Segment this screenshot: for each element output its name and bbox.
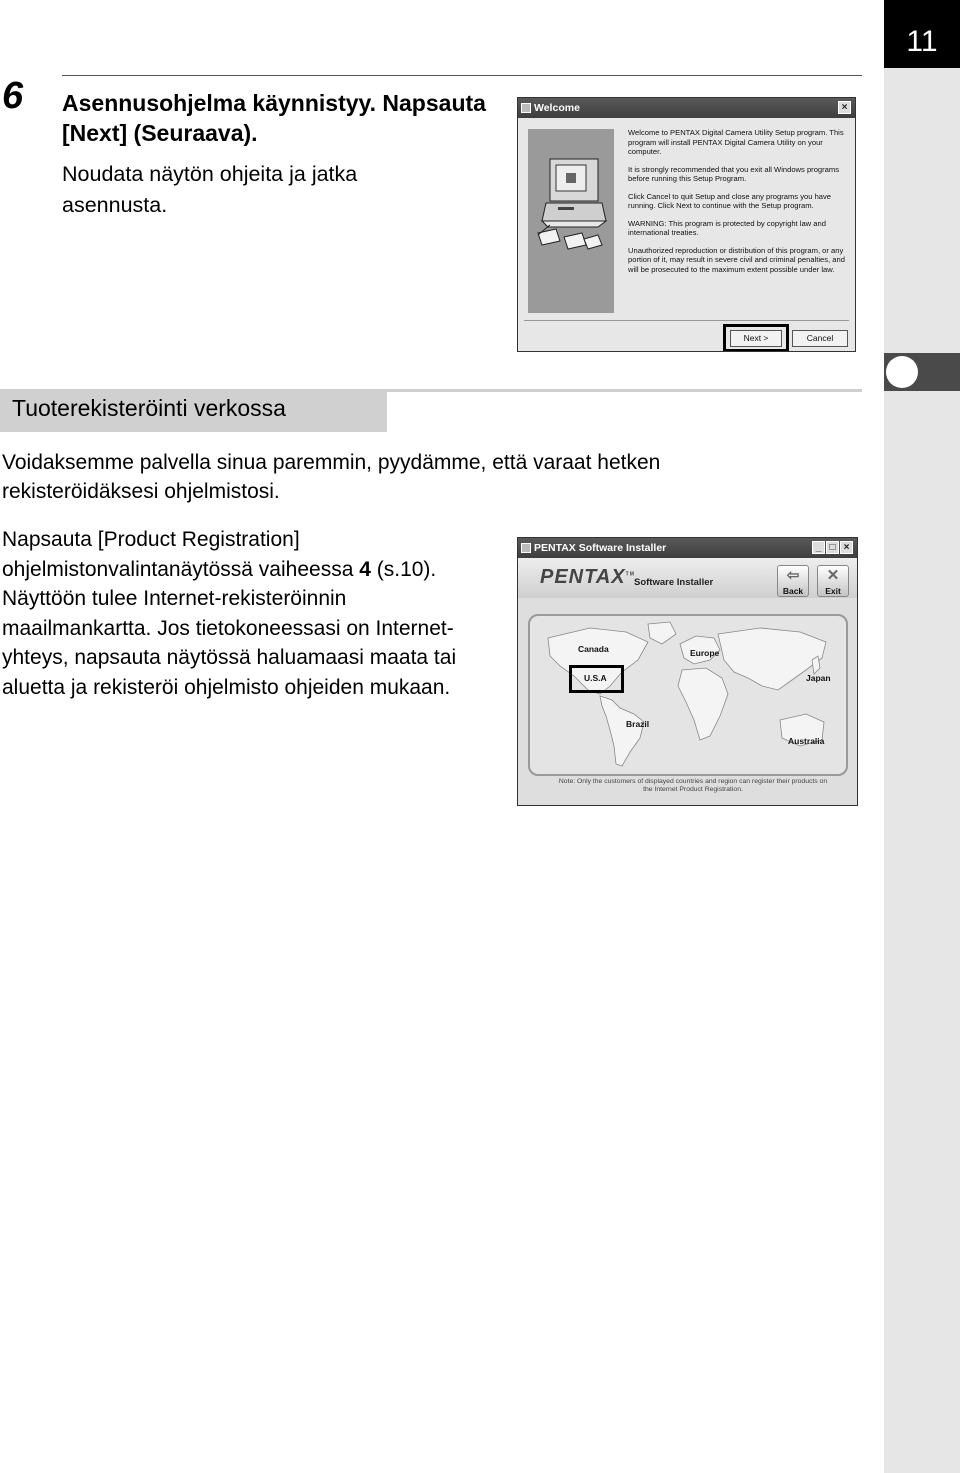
instruction-step-ref: 4 [359,557,371,581]
back-arrow-icon: ⇦ [786,567,800,584]
world-map [530,616,846,774]
cancel-button[interactable]: Cancel [792,330,848,347]
welcome-titlebar [518,98,855,118]
windows-app-icon [521,543,531,553]
welcome-paragraph: It is strongly recommended that you exit all Windows programs before running this Setup Program. [628,164,840,183]
chapter-tab-circle-icon [886,356,918,388]
installer-window [517,537,858,806]
region-japan[interactable]: Japan [806,673,831,683]
installer-title: PENTAX Software Installer [534,542,667,554]
welcome-paragraph: Welcome to PENTAX Digital Camera Utility Setup program. This program will install PENTAX Digital Camera Utility on your computer. [628,128,844,156]
pentax-logo [540,566,635,589]
step-divider [62,75,862,76]
step-number: 6 [2,75,24,117]
instruction-paragraph [2,525,482,702]
installer-note: Note: Only the customers of displayed countries and region can register their products on the Internet Product Registration. [558,778,828,793]
region-canada[interactable]: Canada [578,644,609,654]
region-europe[interactable]: Europe [690,648,720,658]
back-button[interactable] [777,565,809,597]
windows-app-icon [521,103,531,113]
step-note: Noudata näytön ohjeita ja jatka asennusta. [62,162,358,217]
installer-titlebar [518,538,857,558]
page-number: 11 [884,0,960,68]
side-tab-strip [884,0,960,1473]
minimize-icon[interactable]: _ [812,541,825,554]
welcome-dialog [517,97,856,352]
close-icon[interactable]: × [838,101,851,114]
welcome-message [628,128,846,282]
intro-paragraph: Voidaksemme palvella sinua paremmin, pyydämme, että varaat hetken rekisteröidäksesi ohjelmistosi. [2,451,661,503]
instruction-text-a: Napsauta [Product Registration] ohjelmistonvalintanäytössä vaiheessa [2,528,360,581]
region-usa[interactable]: U.S.A [584,673,607,683]
instruction-text-c: Näyttöön tulee Internet-rekisteröinnin maailmankartta. Jos tietokoneessasi on Internet-yhteys, napsauta näytössä haluamaasi maata tai aluetta ja rekisteröi ohjelmisto ohjeiden mukaan. [2,587,457,699]
welcome-paragraph: Click Cancel to quit Setup and close any programs you have running. Click Next to continue with the Setup program. [628,191,832,210]
exit-x-icon: ✕ [826,567,840,584]
computer-illustration [528,129,614,313]
region-australia[interactable]: Australia [788,736,825,746]
next-button[interactable]: Next > [730,330,782,347]
region-brazil[interactable]: Brazil [626,719,650,729]
dialog-separator [524,320,849,321]
exit-button[interactable] [817,565,849,597]
exit-label: Exit [825,586,841,596]
software-installer-label: Software Installer [634,577,714,588]
trademark-mark: TM [625,571,635,578]
close-icon[interactable]: × [840,541,853,554]
step-heading: Asennusohjelma käynnistyy. Napsauta [Next] (Seuraava). [62,90,486,146]
section-title: Tuoterekisteröinti verkossa [12,395,286,421]
instruction-text-b: (s.10). [370,557,437,581]
world-map-frame [528,614,848,776]
welcome-paragraph: WARNING: This program is protected by copyright law and international treaties. [628,218,826,237]
maximize-icon[interactable]: □ [826,541,839,554]
pentax-logo-text: PENTAX [540,566,626,588]
back-label: Back [782,586,804,596]
welcome-title: Welcome [534,102,580,114]
welcome-paragraph: Unauthorized reproduction or distribution of this program, or any portion of it, may result in severe civil and criminal penalties, and will be prosecuted to the maximum extent possible under law. [628,245,845,274]
